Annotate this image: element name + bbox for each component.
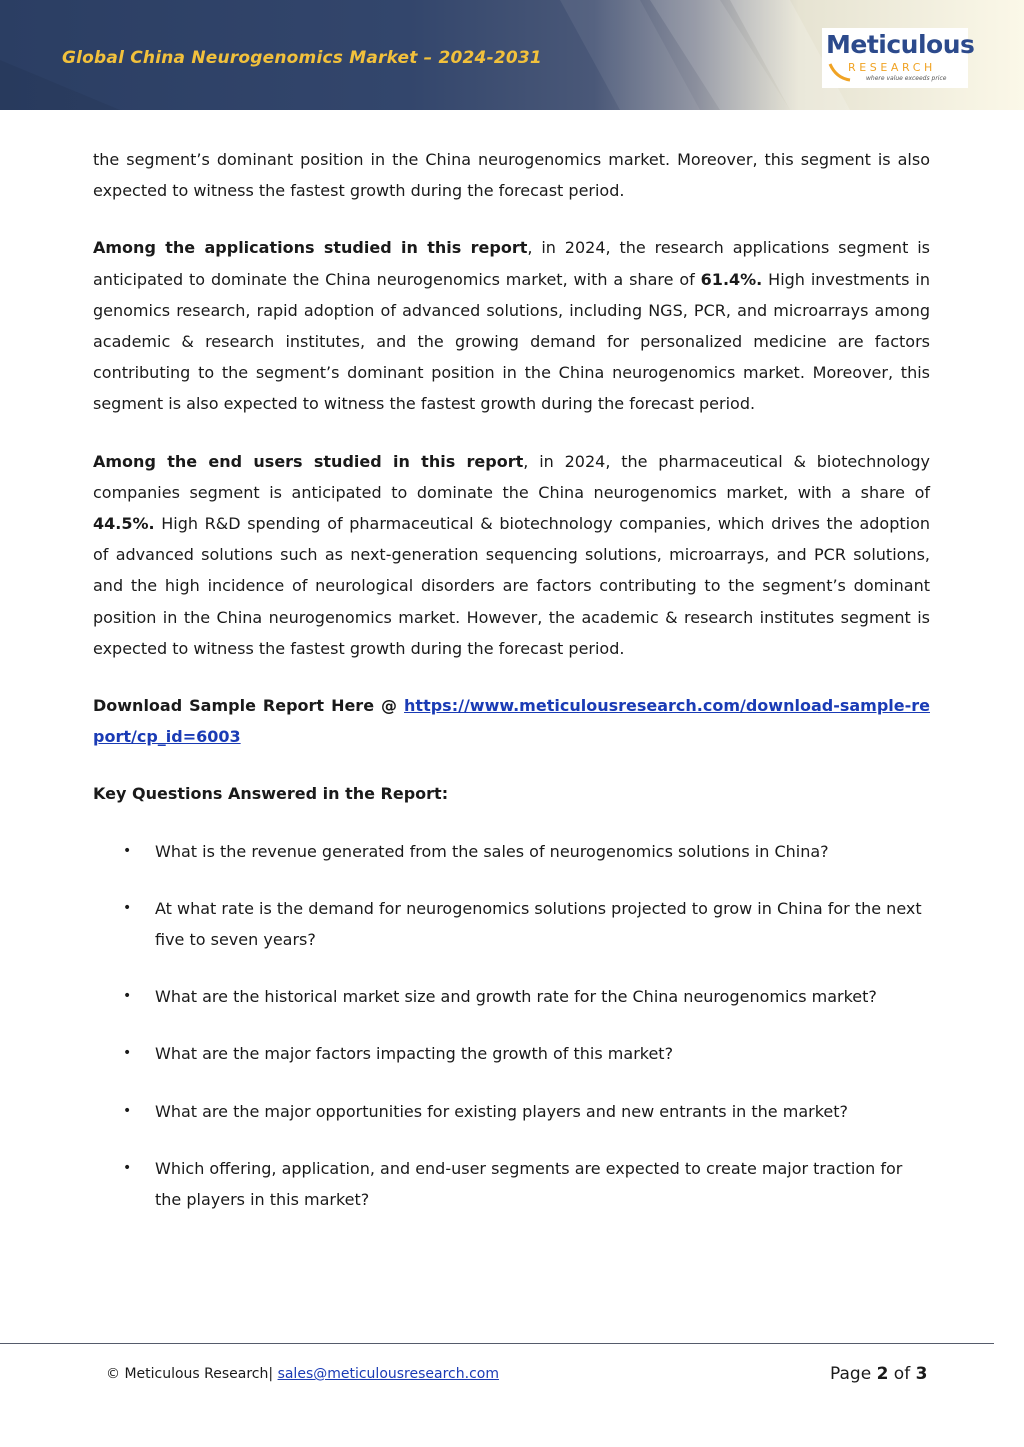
end-users-text-b: High R&D spending of pharmaceutical & biotechnology companies, which drives the adoption of advanced solutions such as next-generation sequencing solutions, microarrays, and PCR solutions, and the high incidence of neurological disorders are factors contributing to the segment’s dominant position in the China neurogenomics market. However, the academic & research institutes segment is expected to witness the fastest growth during the forecast period. <box>93 514 930 658</box>
page-header <box>0 0 1024 110</box>
question-text: What is the revenue generated from the sales of neurogenomics solutions in China? <box>155 841 829 861</box>
page-of: of <box>888 1364 916 1384</box>
key-questions-heading: Key Questions Answered in the Report: <box>93 784 449 804</box>
download-label: Download Sample Report Here @ <box>93 696 405 716</box>
download-sample-line <box>93 690 930 752</box>
bullet-icon: • <box>123 899 132 916</box>
logo-wordmark: Meticulous <box>826 30 975 59</box>
list-item <box>93 1153 930 1215</box>
page-word: Page <box>830 1364 877 1384</box>
list-item <box>93 836 930 867</box>
download-sample-link[interactable]: https://www.meticulousresearch.com/download-sample-report/cp_id=6003 <box>93 696 930 747</box>
document-body <box>93 144 930 1241</box>
list-item <box>93 981 930 1012</box>
bullet-icon: • <box>123 1102 132 1119</box>
question-text: At what rate is the demand for neurogenomics solutions projected to grow in China for the next five to seven years? <box>155 898 922 950</box>
bullet-icon: • <box>123 842 132 859</box>
page-total: 3 <box>915 1364 928 1384</box>
header-title: Global China Neurogenomics Market – 2024-2031 <box>62 48 542 68</box>
question-text: What are the major opportunities for existing players and new entrants in the market? <box>155 1101 848 1121</box>
applications-lead: Among the applications studied in this report <box>93 238 528 258</box>
list-item <box>93 1038 930 1069</box>
question-text: What are the major factors impacting the growth of this market? <box>155 1044 674 1064</box>
copyright-text: © Meticulous Research| <box>106 1366 278 1382</box>
key-questions-list <box>93 836 930 1216</box>
list-item <box>93 1096 930 1127</box>
footer-copyright <box>106 1366 499 1382</box>
end-users-lead: Among the end users studied in this report <box>93 451 524 471</box>
footer-divider <box>0 1343 994 1344</box>
applications-share: 61.4%. <box>700 269 763 289</box>
company-logo <box>822 28 975 88</box>
logo-tagline: where value exceeds price <box>866 75 947 82</box>
end-users-text-a: , in 2024, the pharmaceutical & biotechnology companies segment is anticipated to dominate the China neurogenomics market, with a share of <box>93 451 931 502</box>
bullet-icon: • <box>123 1045 132 1062</box>
page-current: 2 <box>876 1364 889 1384</box>
paragraph-continuation: the segment’s dominant position in the China neurogenomics market. Moreover, this segment is also expected to witness the fastest growth during the forecast period. <box>93 150 930 201</box>
applications-text-a: , in 2024, the research applications segment is anticipated to dominate the China neurogenomics market, with a share of <box>93 238 930 289</box>
list-item <box>93 893 930 955</box>
end-users-share: 44.5%. <box>93 514 155 534</box>
question-text: What are the historical market size and growth rate for the China neurogenomics market? <box>155 987 877 1007</box>
paragraph-end-users <box>93 446 930 664</box>
bullet-icon: • <box>123 1159 132 1176</box>
question-text: Which offering, application, and end-user segments are expected to create major traction for the players in this market? <box>155 1158 903 1210</box>
bullet-icon: • <box>123 988 132 1005</box>
page-number <box>830 1364 927 1384</box>
paragraph-applications <box>93 232 930 419</box>
logo-subtext: RESEARCH <box>848 61 936 74</box>
sales-email-link[interactable]: sales@meticulousresearch.com <box>277 1366 499 1382</box>
applications-text-b: High investments in genomics research, rapid adoption of advanced solutions, including NGS, PCR, and microarrays among academic & research institutes, and the growing demand for personalized medicine are factors contributing to the segment’s dominant position in the China neurogenomics market. Moreover, this segment is also expected to witness the fastest growth during the forecast period. <box>93 269 930 414</box>
